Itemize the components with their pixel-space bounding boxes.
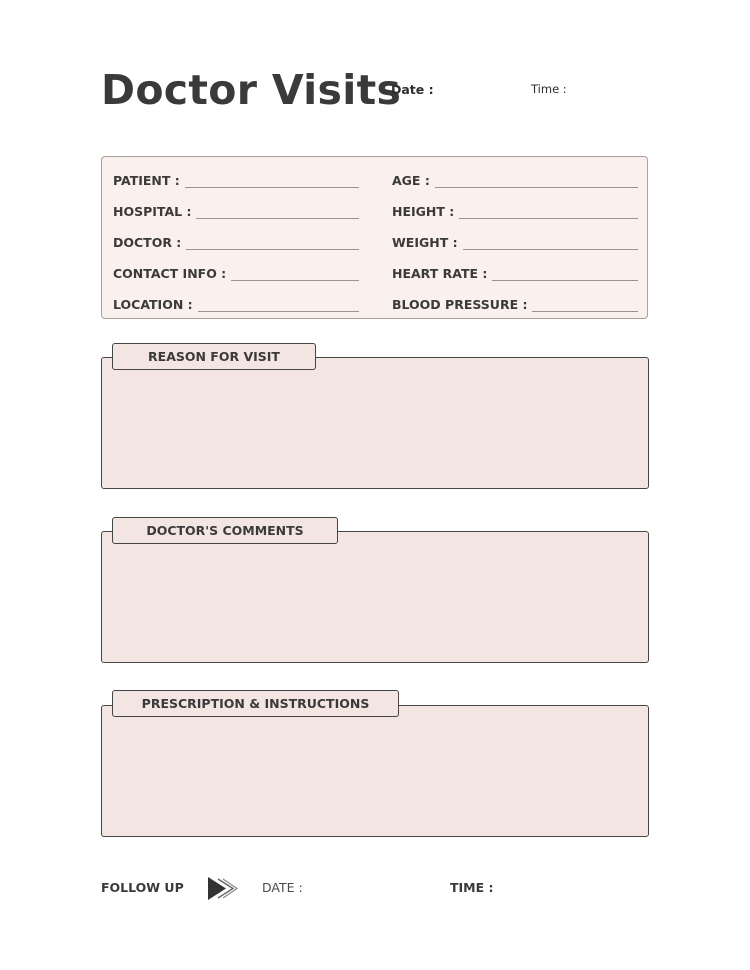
- patient-field[interactable]: [113, 169, 359, 189]
- follow-up-time-label: TIME :: [450, 880, 494, 895]
- weight-label: WEIGHT :: [392, 235, 458, 250]
- weight-field[interactable]: [392, 231, 638, 251]
- patient-line[interactable]: [185, 186, 359, 188]
- page-title: Doctor Visits: [101, 66, 402, 114]
- age-label: AGE :: [392, 173, 430, 188]
- reason-for-visit-tab: REASON FOR VISIT: [112, 343, 316, 370]
- prescription-box[interactable]: [101, 705, 649, 837]
- hospital-label: HOSPITAL :: [113, 204, 192, 219]
- patient-info-box: [101, 156, 648, 319]
- prescription-tab: PRESCRIPTION & INSTRUCTIONS: [112, 690, 399, 717]
- heart-rate-label: HEART RATE :: [392, 266, 488, 281]
- hospital-line[interactable]: [196, 217, 359, 219]
- heart-rate-line[interactable]: [492, 279, 638, 281]
- contact-info-line[interactable]: [231, 279, 359, 281]
- header-date-label: Date :: [391, 82, 434, 97]
- weight-line[interactable]: [463, 248, 638, 250]
- reason-for-visit-box[interactable]: [101, 357, 649, 489]
- follow-up-label: FOLLOW UP: [101, 880, 184, 895]
- header-time-label: Time :: [531, 82, 567, 96]
- doctor-field[interactable]: [113, 231, 359, 251]
- age-field[interactable]: [392, 169, 638, 189]
- blood-pressure-label: BLOOD PRESSURE :: [392, 297, 528, 312]
- doctors-comments-tab: DOCTOR'S COMMENTS: [112, 517, 338, 544]
- doctor-label: DOCTOR :: [113, 235, 182, 250]
- location-field[interactable]: [113, 293, 359, 313]
- doctor-line[interactable]: [186, 248, 359, 250]
- doctors-comments-box[interactable]: [101, 531, 649, 663]
- double-chevron-right-icon: [206, 876, 238, 901]
- heart-rate-field[interactable]: [392, 262, 638, 282]
- height-field[interactable]: [392, 200, 638, 220]
- location-label: LOCATION :: [113, 297, 193, 312]
- height-label: HEIGHT :: [392, 204, 455, 219]
- blood-pressure-line[interactable]: [532, 310, 638, 312]
- location-line[interactable]: [198, 310, 359, 312]
- follow-up-date-label: DATE :: [262, 880, 303, 895]
- contact-info-label: CONTACT INFO :: [113, 266, 227, 281]
- hospital-field[interactable]: [113, 200, 359, 220]
- height-line[interactable]: [459, 217, 638, 219]
- contact-info-field[interactable]: [113, 262, 359, 282]
- patient-label: PATIENT :: [113, 173, 180, 188]
- blood-pressure-field[interactable]: [392, 293, 638, 313]
- age-line[interactable]: [435, 186, 638, 188]
